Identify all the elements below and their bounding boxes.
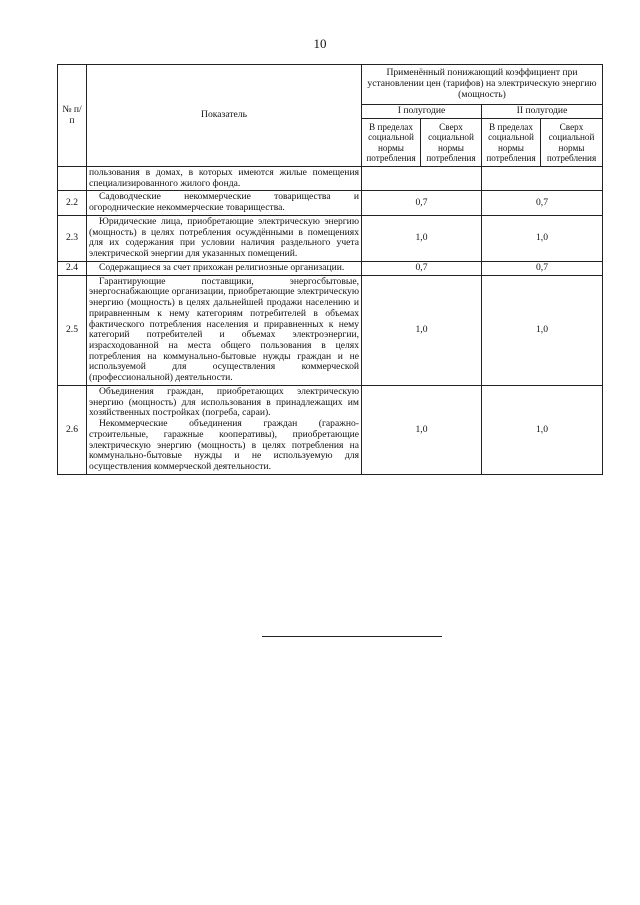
half1-value: 1,0 <box>362 385 482 474</box>
row-description <box>87 215 362 261</box>
row-number <box>58 167 87 191</box>
half1-above-norm-header: Сверх социальной нормы потребления <box>421 119 482 167</box>
half2-value <box>482 167 603 191</box>
row-paragraph: Содержащиеся за счет прихожан религиозные организации. <box>99 261 345 273</box>
half2-value: 1,0 <box>482 385 603 474</box>
table-row <box>58 167 603 191</box>
row-description <box>87 191 362 215</box>
row-paragraph: Некоммерческие объединения граждан (гаражно-строительные, гаражные кооперативы), приобретающие электрическую энергию (мощность) в целях потребления на коммунально-бытовые нужды и не используемую для осуществления коммерческой деятельности. <box>89 418 359 473</box>
half1-value: 1,0 <box>362 275 482 385</box>
row-paragraph: Юридические лица, приобретающие электрическую энергию (мощность) в целях потребления осуждёнными в помещениях для их содержания при условии наличия раздельного учета электрической энергии для указанных помещений. <box>89 215 359 260</box>
row-number: 2.6 <box>58 385 87 474</box>
half1-within-norm-header: В пределах социальной нормы потребления <box>362 119 421 167</box>
row-paragraph: Гарантирующие поставщики, энергосбытовые, энергоснабжающие организации, приобретающие электрическую энергию (мощность) в целях дальнейшей продажи населению и приравненным к нему категориям потребителей в объемах фактического потребления населения и приравненных к нему категорий потребителей и объемах электроэнергии, израсходованной на места общего пользования в целях потребления на коммунально-бытовые нужды граждан и не используемой для осуществления коммерческой (профессиональной) деятельности. <box>89 275 359 384</box>
half2-value: 1,0 <box>482 275 603 385</box>
half2-value: 1,0 <box>482 215 603 261</box>
half1-value: 0,7 <box>362 191 482 215</box>
table-row <box>58 385 603 474</box>
row-paragraph: пользования в домах, в которых имеются жилые помещения специализированного жилого фонда. <box>89 167 359 189</box>
half2-above-norm-header: Сверх социальной нормы потребления <box>541 119 603 167</box>
row-paragraph: Объединения граждан, приобретающих электрическую энергию (мощность) для использования в принадлежащих им хозяйственных постройках (погреба, сараи). <box>89 385 359 419</box>
row-number: 2.3 <box>58 215 87 261</box>
row-number: 2.5 <box>58 275 87 385</box>
table-row <box>58 275 603 385</box>
row-description <box>87 275 362 385</box>
page-number: 10 <box>313 36 327 51</box>
row-number: 2.4 <box>58 261 87 275</box>
table-row <box>58 215 603 261</box>
half2-value: 0,7 <box>482 191 603 215</box>
half2-header: II полугодие <box>482 105 603 119</box>
row-description <box>87 167 362 191</box>
row-number: 2.2 <box>58 191 87 215</box>
num-column-header: № п/п <box>58 65 87 167</box>
row-description <box>87 385 362 474</box>
table-row <box>58 191 603 215</box>
half1-value: 0,7 <box>362 261 482 275</box>
closing-rule-divider <box>262 636 442 637</box>
row-description <box>87 261 362 275</box>
tariff-coefficient-table <box>57 64 603 475</box>
half2-value: 0,7 <box>482 261 603 275</box>
half1-header: I полугодие <box>362 105 482 119</box>
indicator-column-header: Показатель <box>87 65 362 167</box>
half2-within-norm-header: В пределах социальной нормы потребления <box>482 119 541 167</box>
half1-value <box>362 167 482 191</box>
coefficient-header: Применённый понижающий коэффициент при установлении цен (тарифов) на электрическую энергию (мощность) <box>362 65 603 105</box>
table-row <box>58 261 603 275</box>
half1-value: 1,0 <box>362 215 482 261</box>
row-paragraph: Садоводческие некоммерческие товарищества и огороднические некоммерческие товарищества. <box>89 191 359 214</box>
